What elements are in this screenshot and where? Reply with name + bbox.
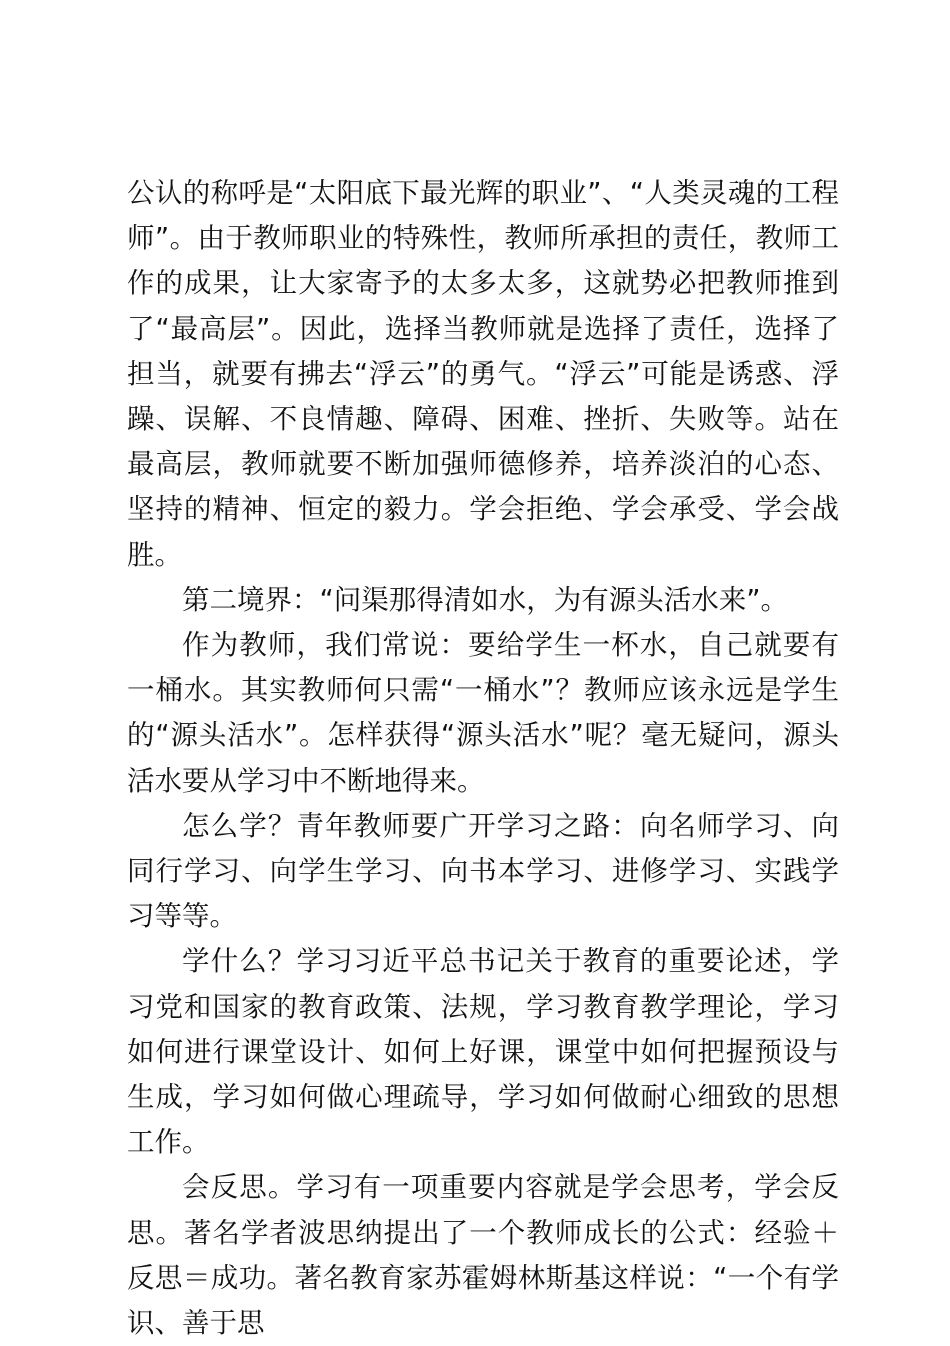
paragraph-continued: 公认的称呼是“太阳底下最光辉的职业”、“人类灵魂的工程师”。由于教师职业的特殊性，教师所承担的责任，教师工作的成果，让大家寄予的太多太多，这就势必把教师推到了“最高层”。因此，选择当教师就是选择了责任，选择了担当，就要有拂去“浮云”的勇气。“浮云”可能是诱惑、浮躁、误解、不良情趣、障碍、困难、挫折、失败等。站在最高层，教师就要不断加强师德修养，培养淡泊的心态、坚持的精神、恒定的毅力。学会拒绝、学会承受、学会战胜。 (127, 177, 839, 571)
paragraph-source-water: 作为教师，我们常说：要给学生一杯水，自己就要有一桶水。其实教师何只需“一桶水”？教师应该永远是学生的“源头活水”。怎样获得“源头活水”呢？毫无疑问，源头活水要从学习中不断地得来。 (127, 629, 839, 797)
paragraph-how-to-learn: 怎么学？青年教师要广开学习之路：向名师学习、向同行学习、向学生学习、向书本学习、进修学习、实践学习等等。 (127, 809, 839, 933)
paragraph-what-to-learn: 学什么？学习习近平总书记关于教育的重要论述，学习党和国家的教育政策、法规，学习教育教学理论，学习如何进行课堂设计、如何上好课，课堂中如何把握预设与生成，学习如何做心理疏导，学习如何做耐心细致的思想工作。 (127, 945, 839, 1159)
paragraph-reflection: 会反思。学习有一项重要内容就是学会思考，学会反思。著名学者波思纳提出了一个教师成长的公式：经验＋反思＝成功。著名教育家苏霍姆林斯基这样说：“一个有学识、善于思 (127, 1171, 839, 1340)
paragraph-second-realm-heading: 第二境界：“问渠那得清如水，为有源头活水来”。 (182, 583, 788, 616)
body-text (127, 171, 839, 1346)
